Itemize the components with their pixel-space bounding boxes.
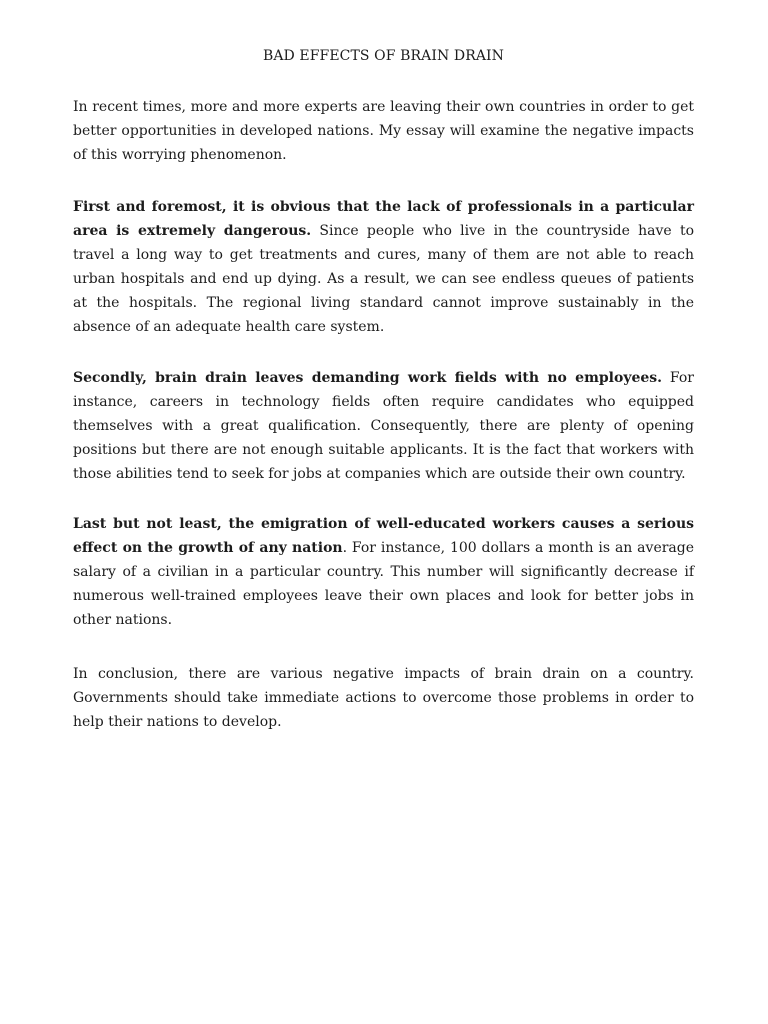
paragraph-introduction [73,95,694,167]
paragraph-text: In recent times, more and more experts are leaving their own countries in order to get better opportunities in developed nations. My essay will examine the negative impacts of this worrying phenomenon. [73,99,694,163]
paragraph-text: For instance, careers in technology fields often require candidates who equipped themselves with a great qualification. Consequently, there are plenty of opening positions but there are not enough suitable applicants. It is the fact that workers with those abilities tend to seek for jobs at companies which are outside their own country. [73,370,694,482]
document-title: BAD EFFECTS OF BRAIN DRAIN [262,48,505,64]
paragraph-body-1 [73,195,694,339]
paragraph-conclusion [73,662,694,734]
paragraph-topic-sentence: Last but not least, the emigration of well-educated workers causes a serious effect on the growth of any nation [73,516,694,556]
paragraph-body-3 [73,512,694,632]
paragraph-text: Since people who live in the countryside have to travel a long way to get treatments and cures, many of them are not able to reach urban hospitals and end up dying. As a result, we can see endless queues of patients at the hospitals. The regional living standard cannot improve sustainably in the absence of an adequate health care system. [73,223,695,335]
paragraph-text: . For instance, 100 dollars a month is an average salary of a civilian in a particular country. This number will significantly decrease if numerous well-trained employees leave their own places and look for better jobs in other nations. [73,540,695,628]
paragraph-text: In conclusion, there are various negative impacts of brain drain on a country. Governments should take immediate actions to overcome those problems in order to help their nations to develop. [73,666,694,730]
paragraph-topic-sentence: First and foremost, it is obvious that the lack of professionals in a particular area is extremely dangerous. [73,199,694,239]
paragraph-topic-sentence: Secondly, brain drain leaves demanding work fields with no employees. [73,370,663,386]
paragraph-body-2 [73,366,694,486]
document-page [73,44,694,760]
